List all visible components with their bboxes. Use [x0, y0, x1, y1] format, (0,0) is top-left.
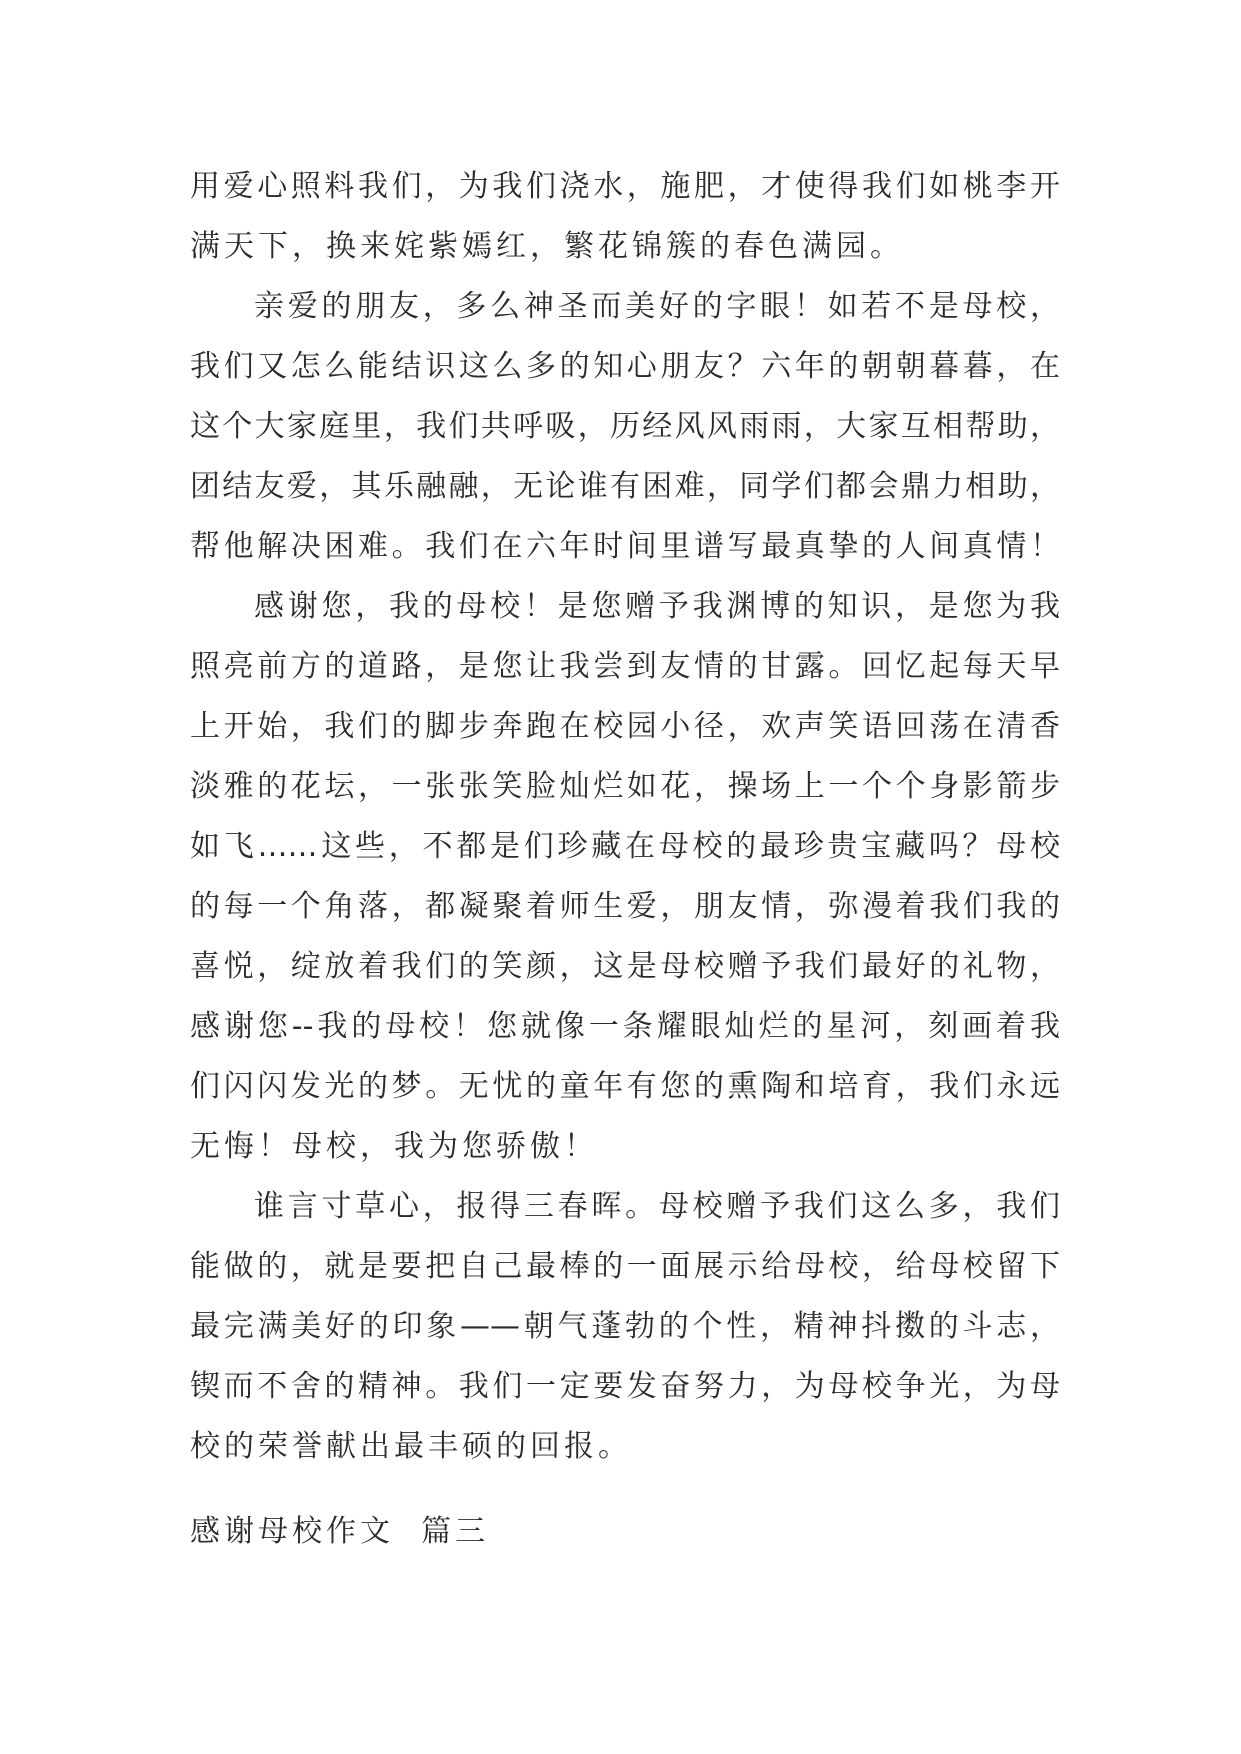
- section-heading: 感谢母校作文 篇三: [190, 1514, 490, 1549]
- text-line: 感谢您--我的母校！您就像一条耀眼灿烂的星河，刻画着我: [190, 1009, 1060, 1044]
- text-line: 最完满美好的印象——朝气蓬勃的个性，精神抖擞的斗志，: [190, 1309, 1060, 1344]
- text-line: 锲而不舍的精神。我们一定要发奋努力，为母校争光，为母: [190, 1369, 1060, 1404]
- text-line: 谁言寸草心，报得三春晖。母校赠予我们这么多，我们: [254, 1189, 1060, 1224]
- text-line: 的每一个角落，都凝聚着师生爱，朋友情，弥漫着我们我的: [190, 889, 1060, 924]
- text-line: 感谢您，我的母校！是您赠予我渊博的知识，是您为我: [254, 589, 1060, 624]
- text-line: 无悔！母校，我为您骄傲！: [190, 1129, 598, 1164]
- text-line: 照亮前方的道路，是您让我尝到友情的甘露。回忆起每天早: [190, 649, 1060, 684]
- text-line: 团结友爱，其乐融融，无论谁有困难，同学们都会鼎力相助，: [190, 469, 1060, 504]
- text-line: 满天下，换来姹紫嫣红，繁花锦簇的春色满园。: [190, 229, 904, 264]
- text-line: 能做的，就是要把自己最棒的一面展示给母校，给母校留下: [190, 1249, 1060, 1284]
- text-line: 亲爱的朋友，多么神圣而美好的字眼！如若不是母校，: [254, 289, 1060, 324]
- text-line: 用爱心照料我们，为我们浇水，施肥，才使得我们如桃李开: [190, 169, 1060, 204]
- text-line: 我们又怎么能结识这么多的知心朋友？六年的朝朝暮暮，在: [190, 349, 1060, 384]
- text-line: 上开始，我们的脚步奔跑在校园小径，欢声笑语回荡在清香: [190, 709, 1060, 744]
- text-line: 淡雅的花坛，一张张笑脸灿烂如花，操场上一个个身影箭步: [190, 769, 1060, 804]
- text-line: 帮他解决困难。我们在六年时间里谱写最真挚的人间真情！: [190, 529, 1060, 564]
- text-line: 如飞……这些，不都是们珍藏在母校的最珍贵宝藏吗？母校: [190, 829, 1060, 864]
- text-line: 们闪闪发光的梦。无忧的童年有您的熏陶和培育，我们永远: [190, 1069, 1060, 1104]
- text-line: 喜悦，绽放着我们的笑颜，这是母校赠予我们最好的礼物，: [190, 949, 1060, 984]
- text-line: 校的荣誉献出最丰硕的回报。: [190, 1429, 632, 1464]
- text-line: 这个大家庭里，我们共呼吸，历经风风雨雨，大家互相帮助，: [190, 409, 1060, 444]
